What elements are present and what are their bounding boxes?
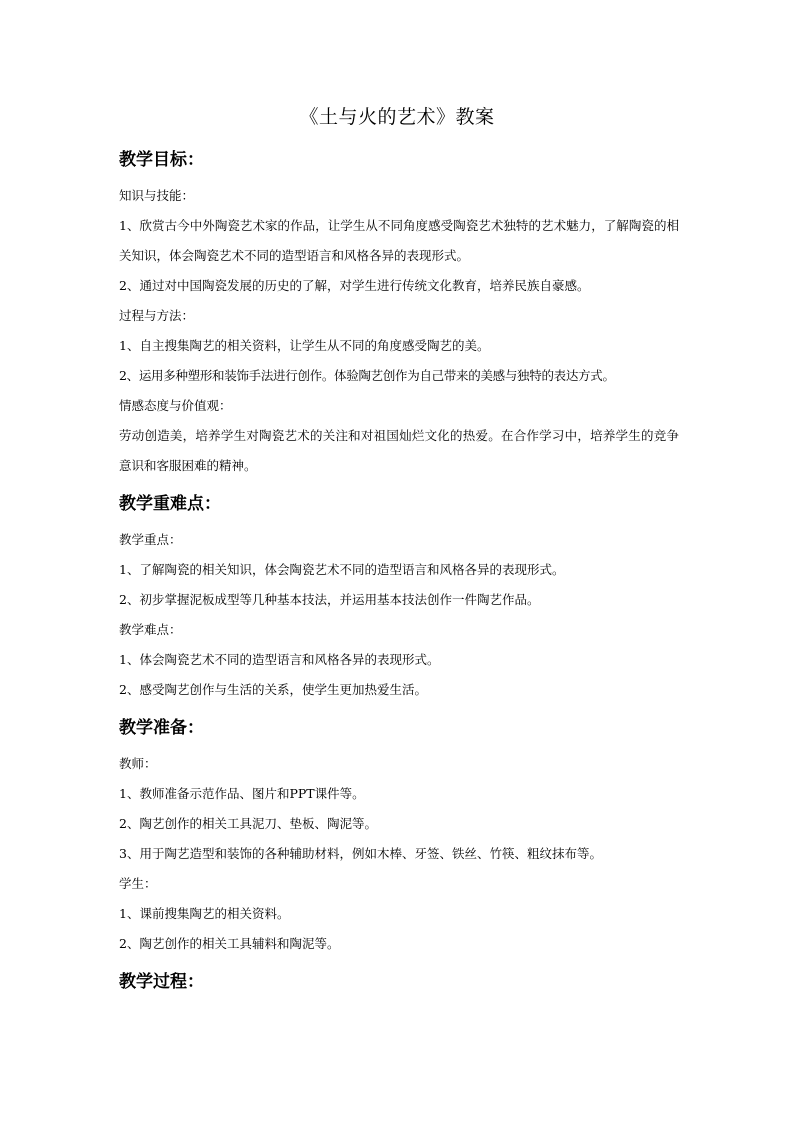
paragraph-knowledge-2: 2、通过对中国陶瓷发展的历史的了解，对学生进行传统文化教育，培养民族自豪感。	[119, 278, 590, 293]
paragraph-focus-1: 1、了解陶瓷的相关知识，体会陶瓷艺术不同的造型语言和风格各异的表现形式。	[119, 562, 565, 577]
paragraph-teacher-3: 3、用于陶艺造型和装饰的各种辅助材料，例如木棒、牙签、铁丝、竹筷、粗纹抹布等。	[119, 846, 602, 861]
subheading-student: 学生：	[119, 876, 157, 891]
section-key-points	[119, 489, 679, 705]
paragraph-difficulty-1: 1、体会陶瓷艺术不同的造型语言和风格各异的表现形式。	[119, 652, 440, 667]
subheading-emotion: 情感态度与价值观：	[119, 398, 232, 413]
section-objectives	[119, 145, 679, 481]
section-heading-key-points: 教学重难点：	[119, 494, 221, 514]
subheading-teacher: 教师：	[119, 756, 157, 771]
subheading-knowledge: 知识与技能：	[119, 188, 195, 203]
subheading-process: 过程与方法：	[119, 308, 195, 323]
document-body	[119, 145, 679, 997]
paragraph-teacher-2: 2、陶艺创作的相关工具泥刀、垫板、陶泥等。	[119, 816, 377, 831]
paragraph-process-2: 2、运用多种塑形和装饰手法进行创作。体验陶艺创作为自己带来的美感与独特的表达方式。	[119, 368, 615, 383]
section-preparation	[119, 713, 679, 959]
paragraph-student-2: 2、陶艺创作的相关工具辅料和陶泥等。	[119, 936, 340, 951]
section-heading-teaching-process: 教学过程：	[119, 972, 204, 992]
section-heading-preparation: 教学准备：	[119, 718, 204, 738]
paragraph-teacher-1: 1、教师准备示范作品、图片和PPT课件等。	[119, 786, 365, 801]
subheading-focus: 教学重点：	[119, 532, 182, 547]
paragraph-student-1: 1、课前搜集陶艺的相关资料。	[119, 906, 290, 921]
subheading-difficulty: 教学难点：	[119, 622, 182, 637]
paragraph-knowledge-1: 1、欣赏古今中外陶瓷艺术家的作品，让学生从不同角度感受陶瓷艺术独特的艺术魅力，了解陶瓷的相关知识，体会陶瓷艺术不同的造型语言和风格各异的表现形式。	[119, 218, 679, 263]
paragraph-focus-2: 2、初步掌握泥板成型等几种基本技法，并运用基本技法创作一件陶艺作品。	[119, 592, 540, 607]
document-title: 《土与火的艺术》教案	[299, 106, 495, 128]
paragraph-difficulty-2: 2、感受陶艺创作与生活的关系，使学生更加热爱生活。	[119, 682, 427, 697]
paragraph-process-1: 1、自主搜集陶艺的相关资料，让学生从不同的角度感受陶艺的美。	[119, 338, 490, 353]
section-teaching-process	[119, 967, 679, 997]
section-heading-objectives: 教学目标：	[119, 150, 204, 170]
paragraph-emotion-1: 劳动创造美，培养学生对陶瓷艺术的关注和对祖国灿烂文化的热爱。在合作学习中，培养学生的竞争意识和客服困难的精神。	[119, 428, 679, 473]
